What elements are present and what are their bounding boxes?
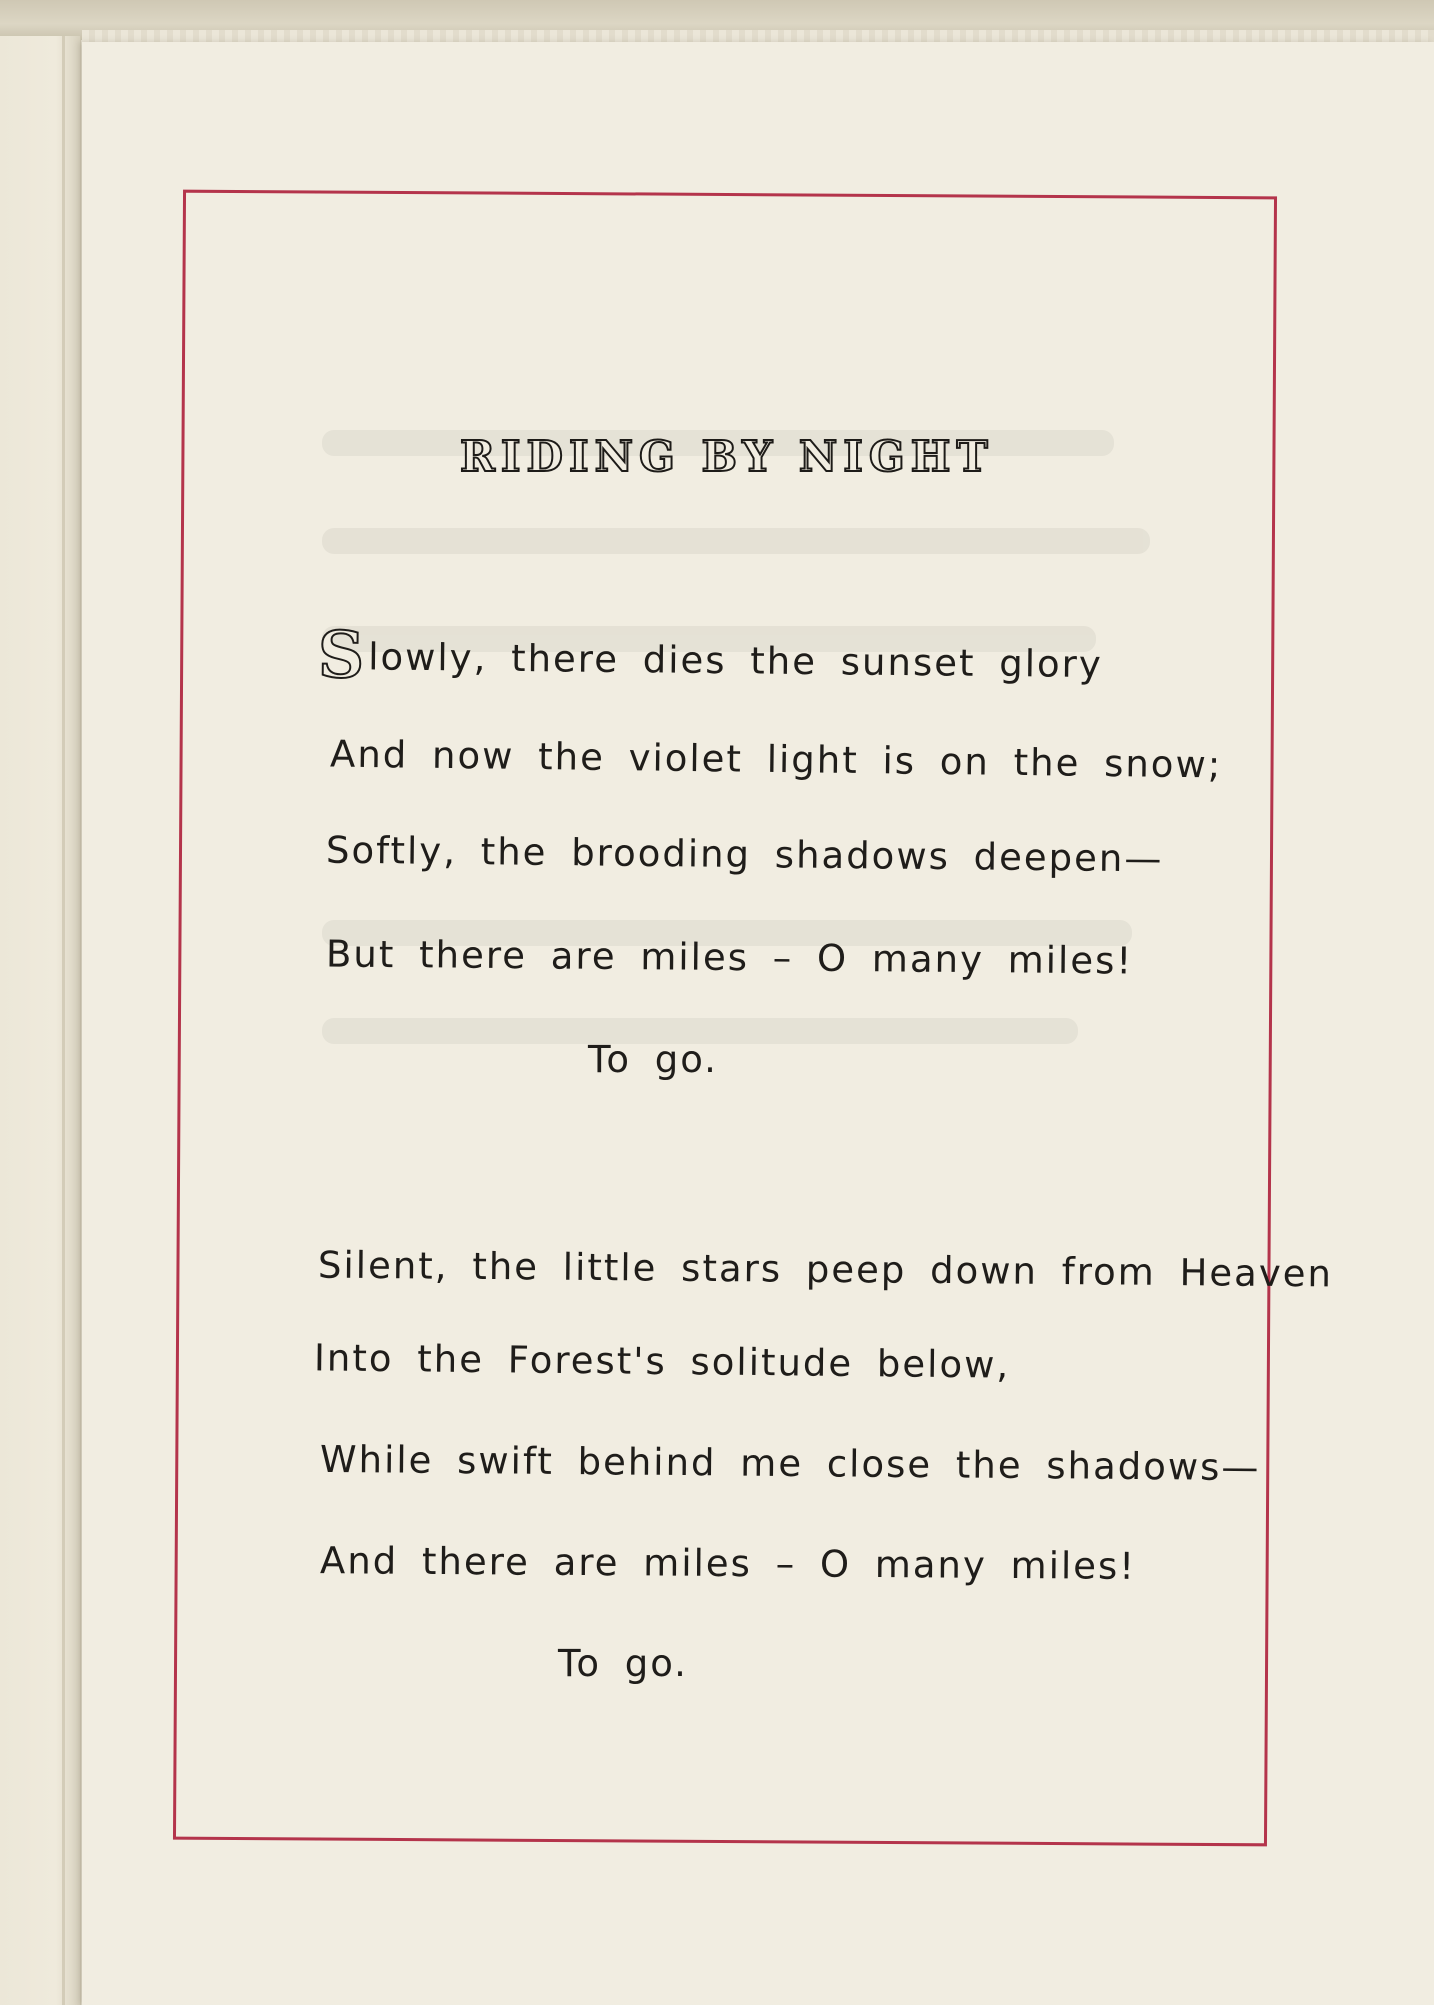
poem-title: RIDING BY NIGHT: [460, 432, 994, 481]
left-facing-page: [0, 36, 81, 2005]
stanza2-line2: Into the Forest's solitude below,: [313, 1336, 1011, 1387]
stanza2-line3: While swift behind me close the shadows—: [319, 1437, 1261, 1490]
stanza1-line4: But there are miles – O many miles!: [325, 932, 1134, 983]
left-page-fold-shadow: [62, 36, 65, 2005]
stanza1-line2: And now the violet light is on the snow;: [329, 732, 1223, 787]
stanza2-refrain: To go.: [558, 1642, 688, 1685]
stanza1-refrain: To go.: [588, 1038, 718, 1081]
stanza2-line4: And there are miles – O many miles!: [319, 1539, 1137, 1588]
decorated-initial: S: [317, 617, 367, 694]
stanza2-line1: Silent, the little stars peep down from Heaven: [317, 1243, 1334, 1296]
stanza1-line3: Softly, the brooding shadows deepen—: [325, 828, 1164, 881]
stanza1-line1-text: lowly, there dies the sunset glory: [368, 635, 1103, 687]
stanza1-line1: [318, 618, 1104, 701]
